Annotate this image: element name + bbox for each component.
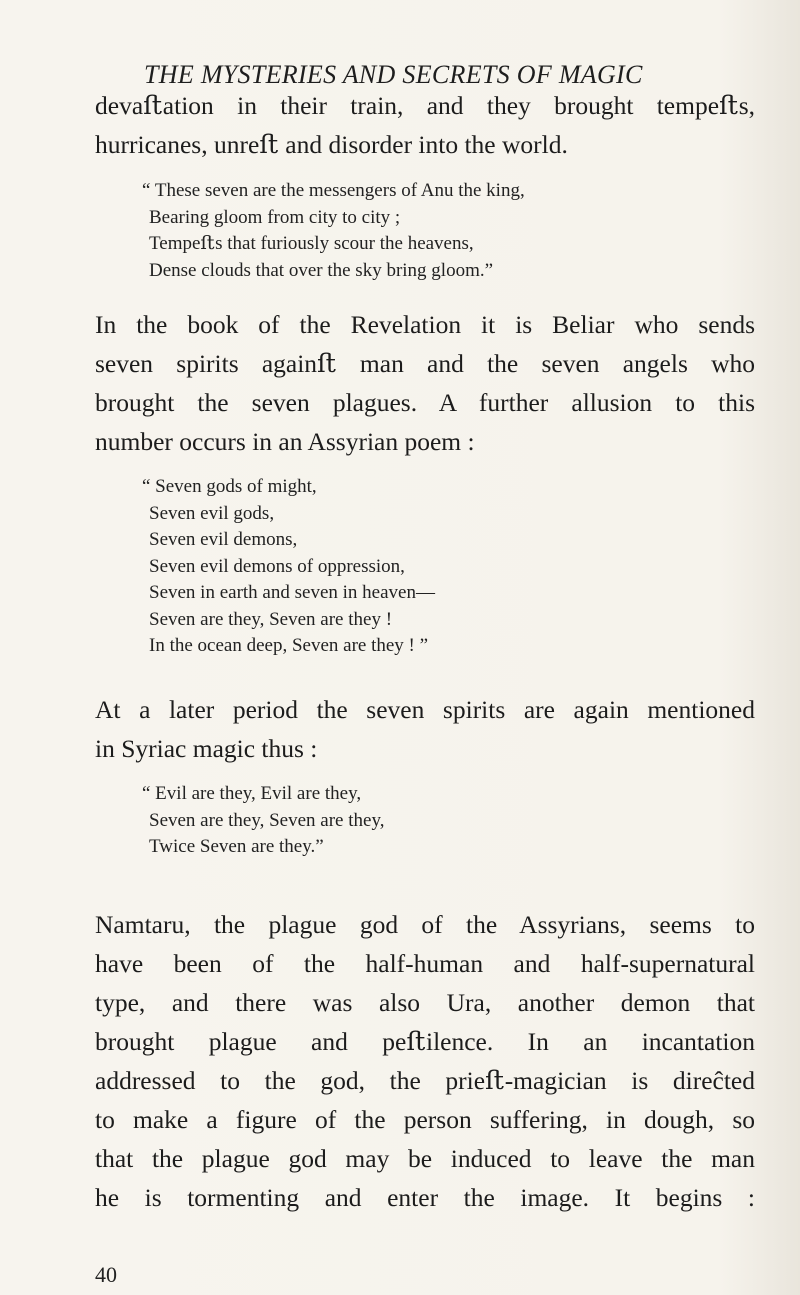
paragraph-line: in Syriac magic thus : [95, 734, 318, 763]
verse-line: Tempeﬅs that furiously scour the heavens, [149, 233, 474, 254]
paragraph-line: that the plague god may be induced to leave the man [95, 1144, 755, 1173]
verse-line: “ These seven are the messengers of Anu the king, [142, 180, 525, 201]
paragraph-line: brought the seven plagues. A further allusion to this [95, 388, 755, 417]
verse-quote-3 [142, 781, 800, 861]
paragraph-line: brought plague and peﬅilence. In an incantation [95, 1027, 755, 1056]
paragraph-line: devaﬅation in their train, and they brought tempeﬅs, [95, 91, 755, 120]
verse-line: Seven are they, Seven are they, [149, 809, 385, 831]
verse-line: “ Seven gods of might, [142, 476, 317, 497]
paragraph-line: addressed to the god, the prieﬅ-magician is direĉted [95, 1066, 755, 1095]
paragraph-line: type, and there was also Ura, another demon that [95, 988, 755, 1017]
verse-line: Seven are they, Seven are they ! [149, 608, 393, 630]
paragraph-line: At a later period the seven spirits are again mentioned [95, 695, 755, 724]
paragraph-line: to make a figure of the person suffering, in dough, so [95, 1105, 755, 1134]
paragraph-1 [95, 86, 755, 164]
verse-line: In the ocean deep, Seven are they ! ” [149, 635, 429, 656]
verse-line: Seven evil gods, [149, 502, 275, 524]
verse-line: “ Evil are they, Evil are they, [142, 783, 362, 804]
running-head: THE MYSTERIES AND SECRETS OF MAGIC [144, 60, 643, 89]
verse-line: Twice Seven are they.” [149, 836, 324, 857]
page-number: 40 [95, 1262, 117, 1287]
verse-line: Bearing gloom from city to city ; [149, 206, 401, 228]
verse-quote-2 [142, 474, 800, 660]
paragraph-line: have been of the half-human and half-supernatural [95, 949, 755, 978]
verse-line: Seven evil demons of oppression, [149, 555, 405, 577]
paragraph-line: seven spirits againﬅ man and the seven angels who [95, 349, 755, 378]
paragraph-line: In the book of the Revelation it is Beliar who sends [95, 310, 755, 339]
paragraph-line: number occurs in an Assyrian poem : [95, 427, 475, 456]
verse-line: Seven in earth and seven in heaven— [149, 582, 435, 603]
paragraph-line: Namtaru, the plague god of the Assyrians, seems to [95, 910, 755, 939]
verse-line: Seven evil demons, [149, 529, 298, 550]
paragraph-2 [95, 305, 755, 461]
paragraph-3 [95, 690, 755, 768]
paragraph-4 [95, 905, 755, 1217]
paragraph-line: he is tormenting and enter the image. It begins : [95, 1183, 755, 1212]
verse-line: Dense clouds that over the sky bring gloom.” [149, 259, 494, 281]
verse-quote-1 [142, 178, 800, 284]
paragraph-line: hurricanes, unreﬅ and disorder into the world. [95, 130, 568, 159]
